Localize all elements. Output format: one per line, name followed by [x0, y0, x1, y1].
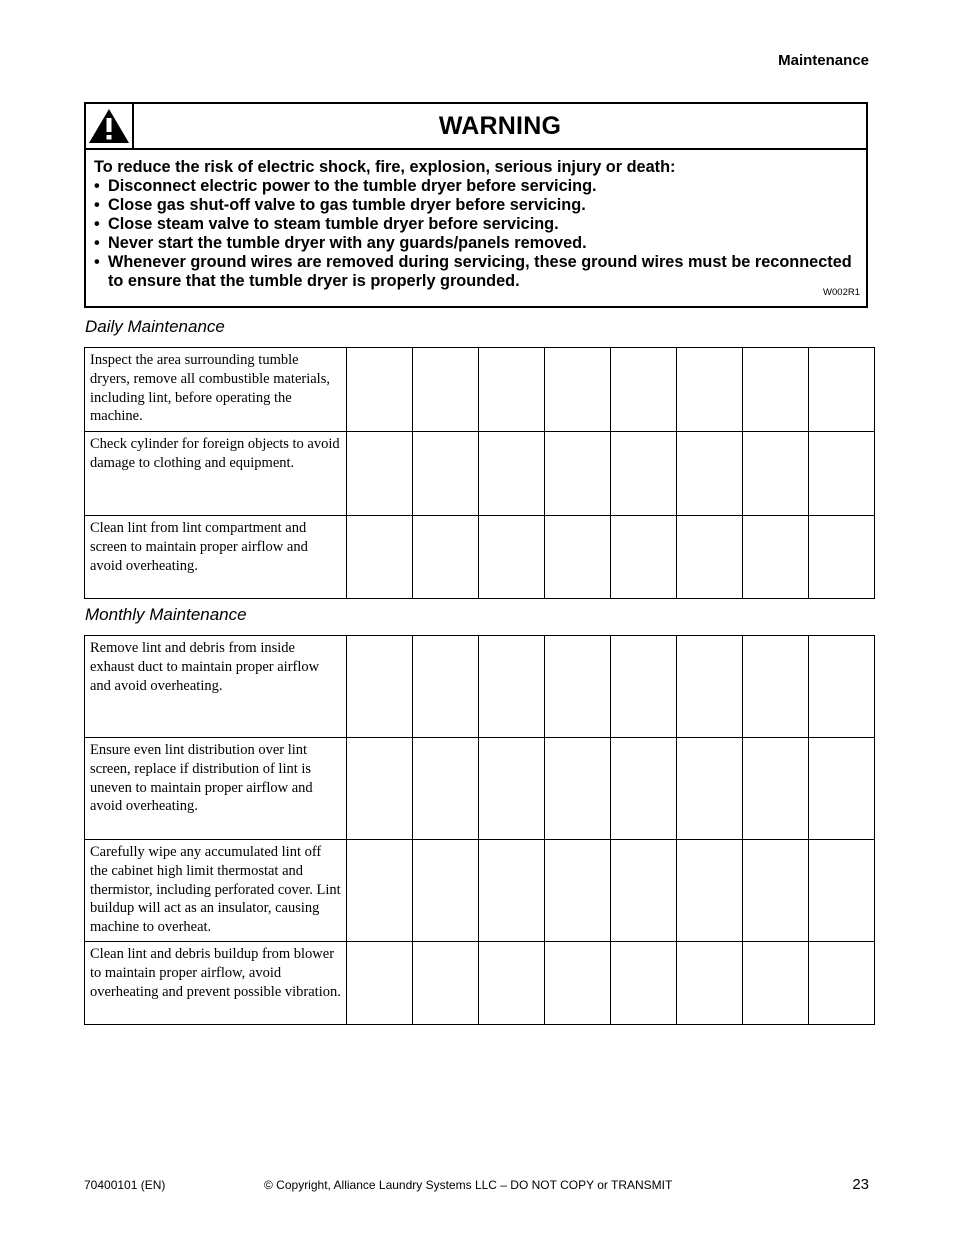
task-cell: Carefully wipe any accumulated lint off the cabinet high limit thermostat and thermistor, including perforated cover. Lint buildup will act as an insulator, causing machine to overheat.: [85, 840, 347, 942]
checkbox-cell: [743, 738, 809, 840]
warning-bullet: • Whenever ground wires are removed during servicing, these ground wires must be reconnected to ensure that the tumble dryer is properly grounded.: [94, 253, 856, 291]
table-row: [85, 738, 875, 840]
checkbox-cell: [545, 516, 611, 599]
daily-maintenance-title: Daily Maintenance: [85, 317, 225, 336]
checkbox-cell: [611, 348, 677, 432]
checkbox-cell: [611, 840, 677, 942]
checkbox-cell: [347, 432, 413, 516]
table-row: [85, 432, 875, 516]
checkbox-cell: [479, 942, 545, 1025]
checkbox-cell: [479, 636, 545, 738]
checkbox-cell: [413, 636, 479, 738]
checkbox-cell: [677, 516, 743, 599]
checkbox-cell: [347, 516, 413, 599]
checkbox-cell: [809, 432, 875, 516]
warning-bullet: • Close gas shut-off valve to gas tumble dryer before servicing.: [94, 196, 856, 215]
table-row: [85, 840, 875, 942]
warning-bullet: • Never start the tumble dryer with any guards/panels removed.: [94, 234, 856, 253]
checkbox-cell: [611, 942, 677, 1025]
checkbox-cell: [677, 348, 743, 432]
checkbox-cell: [677, 840, 743, 942]
checkbox-cell: [545, 738, 611, 840]
checkbox-cell: [809, 840, 875, 942]
checkbox-cell: [611, 738, 677, 840]
checkbox-cell: [809, 348, 875, 432]
checkbox-cell: [545, 942, 611, 1025]
warning-bullet-list: [94, 177, 856, 291]
checkbox-cell: [809, 738, 875, 840]
warning-bullet: • Disconnect electric power to the tumble dryer before servicing.: [94, 177, 856, 196]
document-number: 70400101 (EN): [84, 1178, 166, 1192]
checkbox-cell: [743, 942, 809, 1025]
checkbox-cell: [479, 840, 545, 942]
table-row: [85, 516, 875, 599]
checkbox-cell: [611, 636, 677, 738]
checkbox-cell: [545, 348, 611, 432]
checkbox-cell: [743, 348, 809, 432]
checkbox-cell: [479, 432, 545, 516]
checkbox-cell: [347, 636, 413, 738]
table-row: [85, 636, 875, 738]
checkbox-cell: [809, 942, 875, 1025]
checkbox-cell: [479, 738, 545, 840]
section-header: Maintenance: [778, 52, 869, 69]
task-cell: Clean lint and debris buildup from blower to maintain proper airflow, avoid overheating and prevent possible vibration.: [85, 942, 347, 1025]
warning-code: W002R1: [823, 287, 860, 298]
monthly-maintenance-table: [84, 635, 875, 1025]
warning-bullet: • Close steam valve to steam tumble dryer before servicing.: [94, 215, 856, 234]
checkbox-cell: [611, 432, 677, 516]
copyright-notice: © Copyright, Alliance Laundry Systems LLC – DO NOT COPY or TRANSMIT: [264, 1178, 673, 1192]
checkbox-cell: [479, 348, 545, 432]
checkbox-cell: [611, 516, 677, 599]
warning-header: [86, 104, 866, 150]
checkbox-cell: [677, 432, 743, 516]
checkbox-cell: [413, 738, 479, 840]
checkbox-cell: [479, 516, 545, 599]
checkbox-cell: [347, 840, 413, 942]
checkbox-cell: [413, 516, 479, 599]
checkbox-cell: [809, 636, 875, 738]
task-cell: Remove lint and debris from inside exhaust duct to maintain proper airflow and avoid overheating.: [85, 636, 347, 738]
table-row: [85, 942, 875, 1025]
task-cell: Ensure even lint distribution over lint screen, replace if distribution of lint is uneven to maintain proper airflow and avoid overheating.: [85, 738, 347, 840]
checkbox-cell: [743, 636, 809, 738]
task-cell: Inspect the area surrounding tumble dryers, remove all combustible materials, including lint, before operating the machine.: [85, 348, 347, 432]
checkbox-cell: [743, 432, 809, 516]
checkbox-cell: [743, 516, 809, 599]
task-cell: Clean lint from lint compartment and screen to maintain proper airflow and avoid overheating.: [85, 516, 347, 599]
checkbox-cell: [545, 840, 611, 942]
warning-body: [94, 158, 856, 291]
checkbox-cell: [809, 516, 875, 599]
checkbox-cell: [413, 348, 479, 432]
warning-title: WARNING: [438, 112, 562, 140]
checkbox-cell: [743, 840, 809, 942]
warning-intro: To reduce the risk of electric shock, fire, explosion, serious injury or death:: [94, 158, 676, 176]
monthly-maintenance-title: Monthly Maintenance: [85, 605, 247, 624]
page-number: 23: [852, 1176, 869, 1193]
checkbox-cell: [413, 840, 479, 942]
table-row: [85, 348, 875, 432]
checkbox-cell: [545, 432, 611, 516]
checkbox-cell: [677, 636, 743, 738]
daily-maintenance-table: [84, 347, 875, 599]
checkbox-cell: [677, 942, 743, 1025]
warning-box: [84, 102, 868, 308]
checkbox-cell: [347, 348, 413, 432]
checkbox-cell: [347, 942, 413, 1025]
checkbox-cell: [347, 738, 413, 840]
checkbox-cell: [545, 636, 611, 738]
warning-triangle-icon: [88, 108, 130, 144]
checkbox-cell: [413, 942, 479, 1025]
checkbox-cell: [413, 432, 479, 516]
warning-icon-cell: [86, 104, 134, 148]
checkbox-cell: [677, 738, 743, 840]
task-cell: Check cylinder for foreign objects to avoid damage to clothing and equipment.: [85, 432, 347, 516]
